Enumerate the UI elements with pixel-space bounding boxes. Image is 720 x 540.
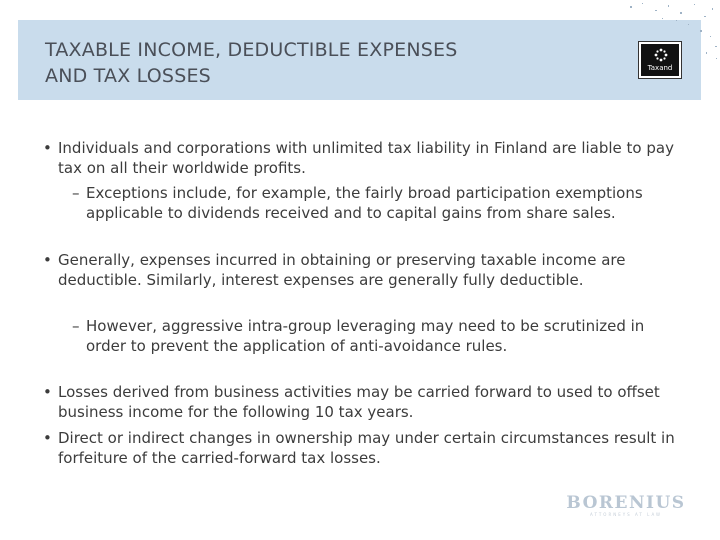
bullet-item [42, 428, 682, 468]
sub-bullet-text: Exceptions include, for example, the fairly broad participation exemptions applicable to dividends received and to capital gains from share sales. [86, 184, 643, 222]
bullet-text: Generally, expenses incurred in obtaining or preserving taxable income are deductible. Similarly, interest expenses are generally fully deductible. [58, 251, 626, 289]
slide-title-line-2: AND TAX LOSSES [45, 65, 211, 87]
bullet-text: Direct or indirect changes in ownership may under certain circumstances result in forfeiture of the carried-forward tax losses. [58, 429, 675, 467]
sub-bullet-text: However, aggressive intra-group leveraging may need to be scrutinized in order to prevent the application of anti-avoidance rules. [86, 317, 645, 355]
bullet-item [42, 382, 682, 422]
bullet-marker: • [43, 139, 52, 157]
sub-bullet-item [72, 316, 684, 356]
bullet-marker: • [43, 251, 52, 269]
bullet-item [42, 138, 682, 178]
bullet-text: Individuals and corporations with unlimited tax liability in Finland are liable to pay tax on all their worldwide profits. [58, 139, 674, 177]
borenius-logo-subtitle: ATTORNEYS AT LAW [590, 512, 662, 517]
borenius-logo [566, 494, 686, 518]
bullet-text: Losses derived from business activities may be carried forward to used to offset business income for the following 10 tax years. [58, 383, 660, 421]
borenius-logo-name: BORENIUS [566, 493, 686, 513]
sub-bullet-marker: – [72, 317, 80, 335]
taxand-logo-text: Taxand [647, 64, 673, 72]
sub-bullet-marker: – [72, 184, 80, 202]
sub-bullet-item [72, 183, 684, 223]
slide-title-line-1: TAXABLE INCOME, DEDUCTIBLE EXPENSES [45, 39, 458, 61]
bullet-marker: • [43, 383, 52, 401]
bullet-marker: • [43, 429, 52, 447]
bullet-item [42, 250, 682, 290]
